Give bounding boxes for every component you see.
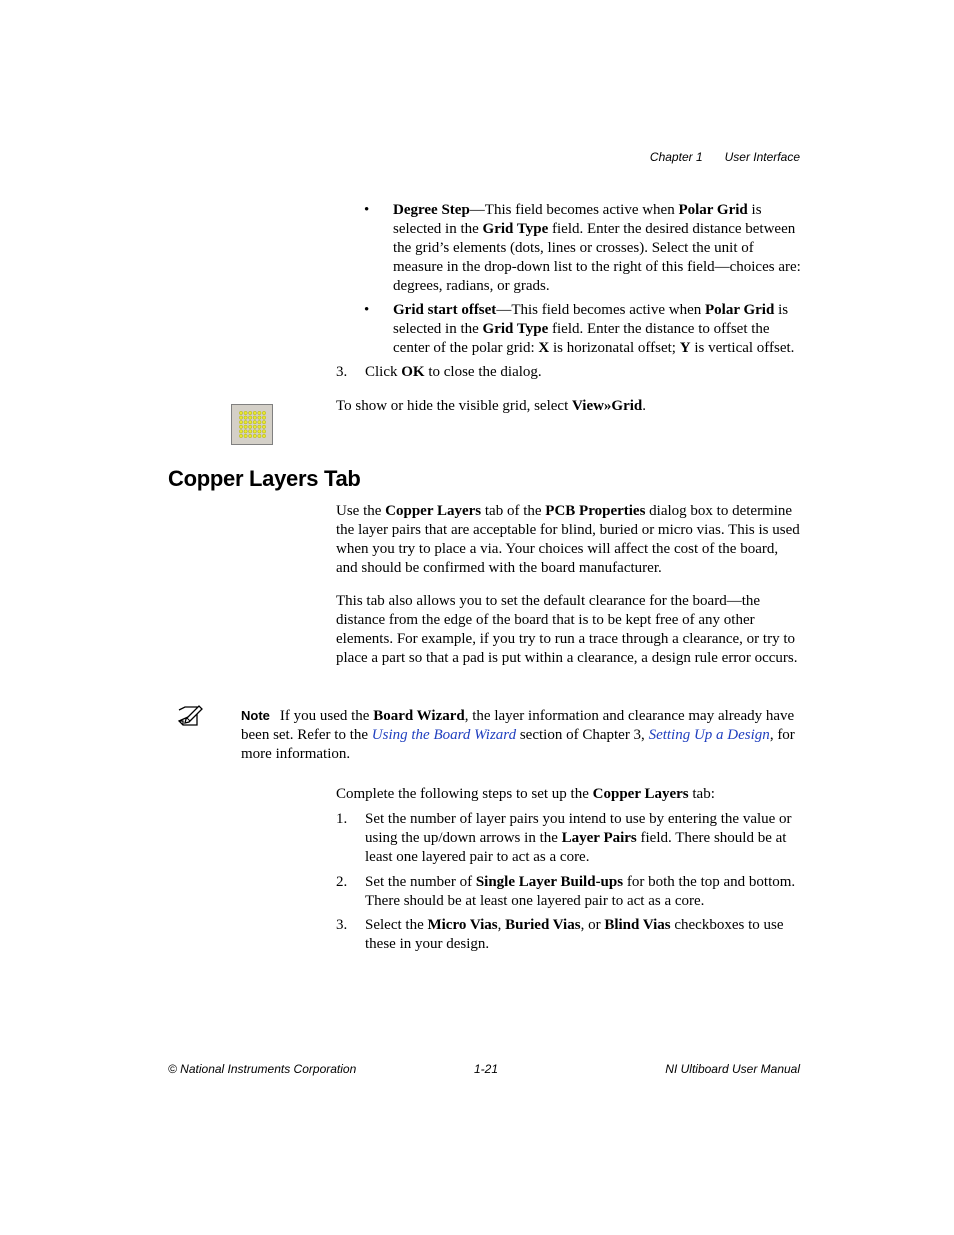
grid-instruction xyxy=(336,397,802,416)
step-text xyxy=(365,916,802,954)
bold-text: Grid Type xyxy=(482,321,549,337)
bold-text: Copper Layers xyxy=(385,503,482,519)
bold-text: Polar Grid xyxy=(705,302,775,318)
bullet-dot: • xyxy=(364,202,370,218)
note-block xyxy=(241,706,801,764)
bold-text: Grid start offset xyxy=(393,302,497,318)
bullet-dot: • xyxy=(364,302,370,318)
grid-instruction-bold: View»Grid xyxy=(572,398,643,414)
header-chapter: Chapter 1 xyxy=(649,150,703,164)
note-pencil-icon xyxy=(177,704,203,728)
steps-intro xyxy=(336,785,802,804)
step-number: 3. xyxy=(336,917,348,933)
step-text xyxy=(365,363,802,382)
text-run: tab of the xyxy=(481,503,546,519)
note-text-bold: Board Wizard xyxy=(373,708,465,724)
bullet-text xyxy=(393,301,801,358)
text-run: , or xyxy=(580,917,605,933)
section-heading: Copper Layers Tab xyxy=(168,466,361,491)
text-run: , xyxy=(497,917,506,933)
step-number: 2. xyxy=(336,874,348,890)
text-run: —This field becomes active when xyxy=(469,202,679,218)
bold-text: X xyxy=(538,340,550,356)
note-label: Note xyxy=(241,708,270,723)
text-run: field. Enter the distance to offset the center of the polar grid: xyxy=(393,321,770,356)
text-run: checkboxes to use these in your design. xyxy=(365,917,784,952)
footer-manual-title: NI Ultiboard User Manual xyxy=(665,1062,800,1076)
step-text-pre: Click xyxy=(365,364,402,380)
text-run: is selected in the xyxy=(393,302,789,337)
text-run: field. Enter the desired distance between the grid’s elements (dots, lines or crosses). Select the unit of measure in the drop-down list to the right of this field—choices are: degrees, radians, or grads. xyxy=(393,221,801,294)
grid-instruction-post: . xyxy=(642,398,647,414)
link-setting-up-design[interactable]: Setting Up a Design xyxy=(648,727,770,743)
steps-intro-post: tab: xyxy=(688,786,715,802)
text-run: field. There should be at least one layered pair to act as a core. xyxy=(365,830,787,865)
bullet-text xyxy=(393,201,801,296)
step-number: 1. xyxy=(336,811,348,827)
grid-dots-icon xyxy=(231,404,273,445)
note-text-mid: , the layer information and clearance may already have been set. Refer to the xyxy=(241,708,795,743)
bold-text: Degree Step xyxy=(393,202,470,218)
bullet-grid-start-offset xyxy=(365,301,801,358)
bold-text: Micro Vias xyxy=(427,917,498,933)
step-text-bold: OK xyxy=(401,364,425,380)
footer-page-number: 1-21 xyxy=(474,1062,499,1076)
paragraph-clearance: This tab also allows you to set the default clearance for the board—the distance from the edge of the board that is to be kept free of any other elements. For example, if you try to run a trace through a clearance, or try to place a part so that a pad is put within a clearance, a design rule error occurs. xyxy=(336,593,798,666)
bold-text: Layer Pairs xyxy=(561,830,637,846)
step-2 xyxy=(336,873,802,911)
text-run: Use the xyxy=(336,503,386,519)
text-run: dialog box to determine the layer pairs that are acceptable for blind, buried or micro vias. This is used when you try to place a via. Your choices will affect the cost of the board, and should be confirmed with the board manufacturer. xyxy=(336,503,800,576)
bold-text: Single Layer Build-ups xyxy=(475,874,624,890)
bold-text: Buried Vias xyxy=(505,917,581,933)
bold-text: PCB Properties xyxy=(545,503,646,519)
bold-text: Y xyxy=(679,340,691,356)
step-1 xyxy=(336,810,802,867)
note-text-pre: If you used the xyxy=(279,708,374,724)
step-number: 3. xyxy=(336,364,348,380)
header-section: User Interface xyxy=(724,150,800,164)
link-using-board-wizard[interactable]: Using the Board Wizard xyxy=(371,727,517,743)
text-run: is vertical offset. xyxy=(690,340,795,356)
text-run: is selected in the xyxy=(393,202,762,237)
step-click-ok xyxy=(336,363,802,382)
text-run: —This field becomes active when xyxy=(496,302,705,318)
text-run: Set the number of layer pairs you intend to use by entering the value or using the up/down arrows in the xyxy=(365,811,792,846)
page-header xyxy=(650,150,800,164)
bullet-degree-step xyxy=(365,201,801,296)
text-run: is horizonatal offset; xyxy=(549,340,680,356)
step-3 xyxy=(336,916,802,954)
bold-text: Blind Vias xyxy=(604,917,671,933)
note-text-post: , for more information. xyxy=(241,727,795,762)
step-text-post: to close the dialog. xyxy=(424,364,542,380)
steps-intro-bold: Copper Layers xyxy=(592,786,689,802)
bold-text: Polar Grid xyxy=(678,202,748,218)
paragraph-copper-layers xyxy=(336,502,802,578)
bold-text: Grid Type xyxy=(482,221,549,237)
step-text xyxy=(365,873,802,911)
text-run: Set the number of xyxy=(365,874,476,890)
footer-copyright: © National Instruments Corporation xyxy=(168,1062,357,1076)
text-run: for both the top and bottom. There should be at least one layered pair to act as a core. xyxy=(365,874,796,909)
steps-intro-pre: Complete the following steps to set up the xyxy=(336,786,593,802)
grid-instruction-pre: To show or hide the visible grid, select xyxy=(336,398,572,414)
text-run: Select the xyxy=(365,917,428,933)
step-text xyxy=(365,810,802,867)
note-text-mid2: section of Chapter 3, xyxy=(516,727,649,743)
